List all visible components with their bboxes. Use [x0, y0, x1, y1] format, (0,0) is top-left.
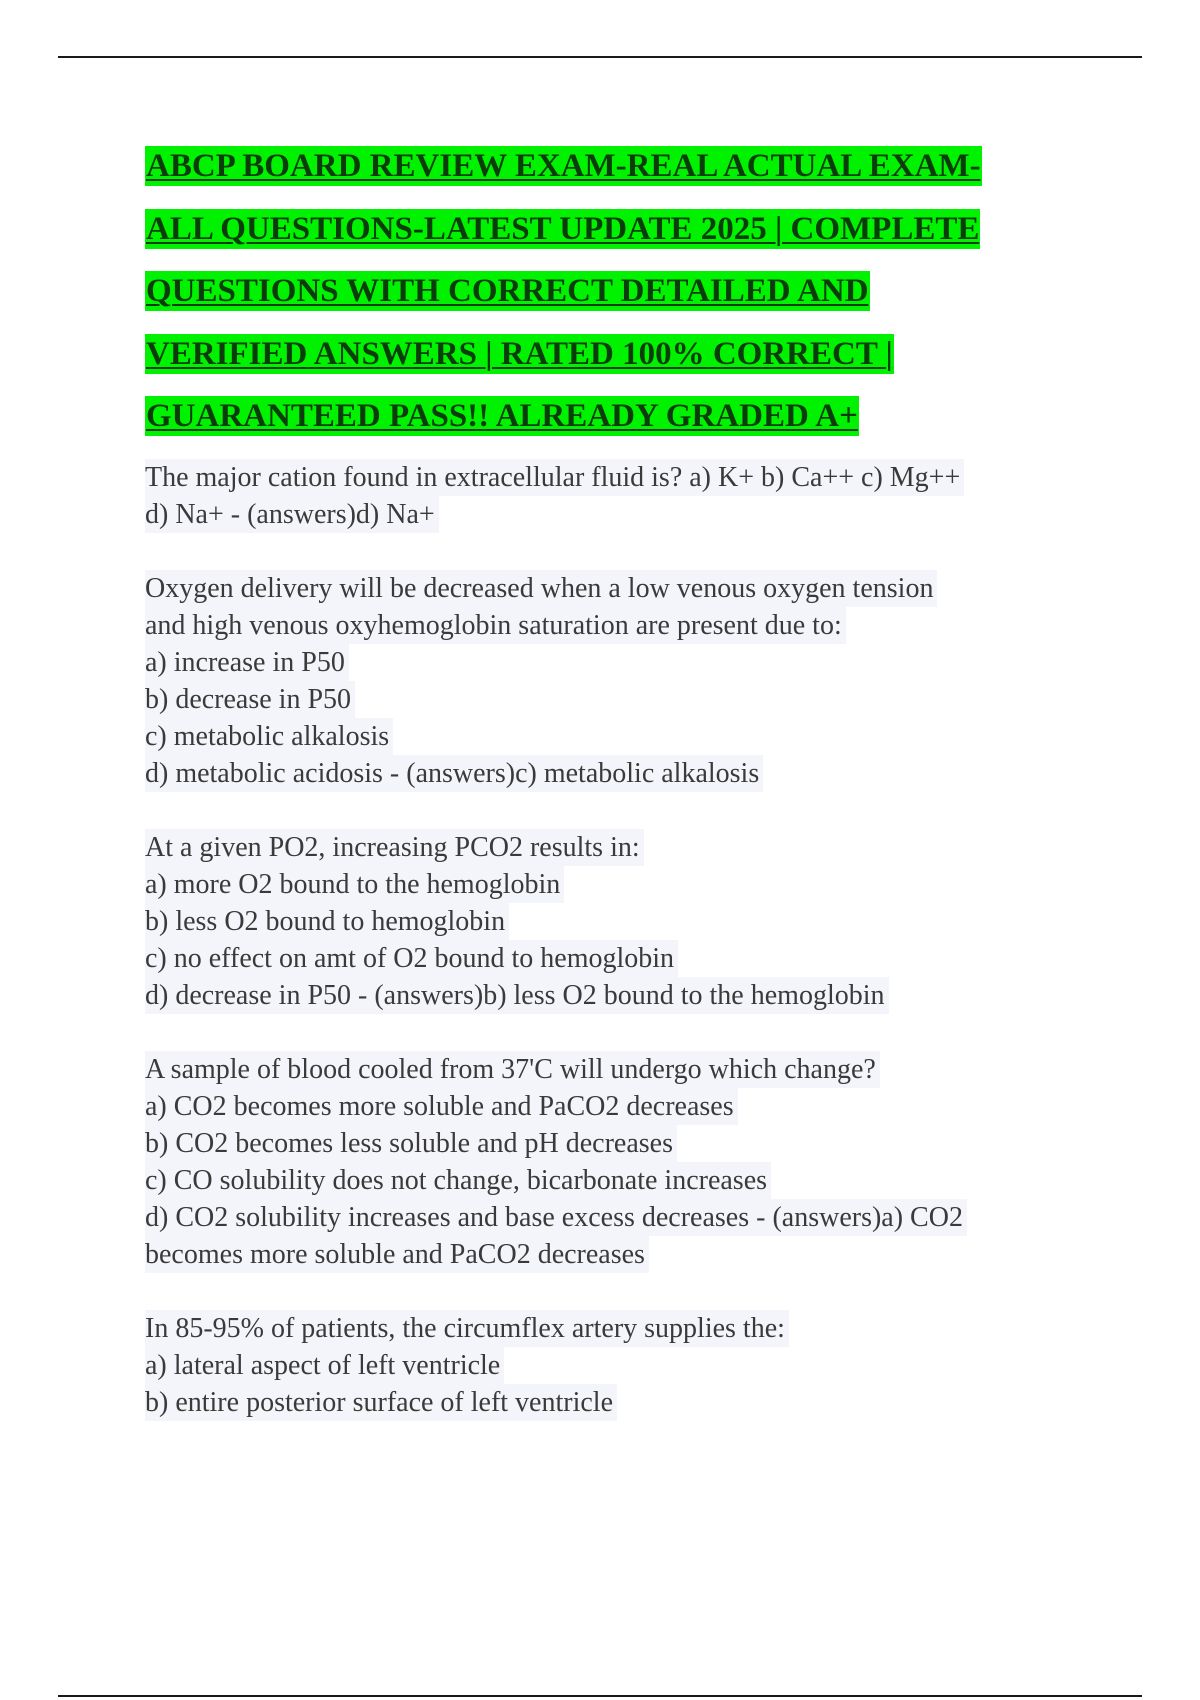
question-line: In 85-95% of patients, the circumflex artery supplies the: [145, 1310, 1090, 1347]
question-block-3 [145, 829, 1090, 1014]
question-line: c) no effect on amt of O2 bound to hemoglobin [145, 940, 1090, 977]
title-line: QUESTIONS WITH CORRECT DETAILED AND [146, 273, 869, 309]
question-line: d) Na+ - (answers)d) Na+ [145, 496, 1090, 533]
title-line: GUARANTEED PASS!! ALREADY GRADED A+ [146, 398, 858, 434]
question-line: c) CO solubility does not change, bicarbonate increases [145, 1162, 1090, 1199]
question-line: b) entire posterior surface of left ventricle [145, 1384, 1090, 1421]
question-line: b) CO2 becomes less soluble and pH decreases [145, 1125, 1090, 1162]
question-line: Oxygen delivery will be decreased when a low venous oxygen tension [145, 570, 1090, 607]
question-line: d) decrease in P50 - (answers)b) less O2 bound to the hemoglobin [145, 977, 1090, 1014]
question-line: a) CO2 becomes more soluble and PaCO2 decreases [145, 1088, 1090, 1125]
question-line: At a given PO2, increasing PCO2 results in: [145, 829, 1090, 866]
bottom-rule [58, 1695, 1142, 1697]
question-block-5 [145, 1310, 1090, 1421]
question-line: A sample of blood cooled from 37'C will undergo which change? [145, 1051, 1090, 1088]
top-rule [58, 56, 1142, 58]
question-line: a) increase in P50 [145, 644, 1090, 681]
question-line: d) CO2 solubility increases and base excess decreases - (answers)a) CO2 [145, 1199, 1090, 1236]
title-line: VERIFIED ANSWERS | RATED 100% CORRECT | [146, 335, 893, 372]
question-line: becomes more soluble and PaCO2 decreases [145, 1236, 1090, 1273]
title-line: ALL QUESTIONS-LATEST UPDATE 2025 | COMPLETE [146, 210, 980, 247]
question-line: a) lateral aspect of left ventricle [145, 1347, 1090, 1384]
question-line: b) less O2 bound to hemoglobin [145, 903, 1090, 940]
question-line: The major cation found in extracellular fluid is? a) K+ b) Ca++ c) Mg++ [145, 459, 1090, 496]
question-line: a) more O2 bound to the hemoglobin [145, 866, 1090, 903]
question-line: d) metabolic acidosis - (answers)c) metabolic alkalosis [145, 755, 1090, 792]
questions-body [145, 459, 1090, 1458]
question-line: c) metabolic alkalosis [145, 718, 1090, 755]
question-block-4 [145, 1051, 1090, 1273]
question-block-1 [145, 459, 1090, 533]
question-block-2 [145, 570, 1090, 792]
question-line: b) decrease in P50 [145, 681, 1090, 718]
title-line: ABCP BOARD REVIEW EXAM-REAL ACTUAL EXAM- [146, 148, 981, 184]
document-title [145, 146, 1085, 459]
question-line: and high venous oxyhemoglobin saturation are present due to: [145, 607, 1090, 644]
